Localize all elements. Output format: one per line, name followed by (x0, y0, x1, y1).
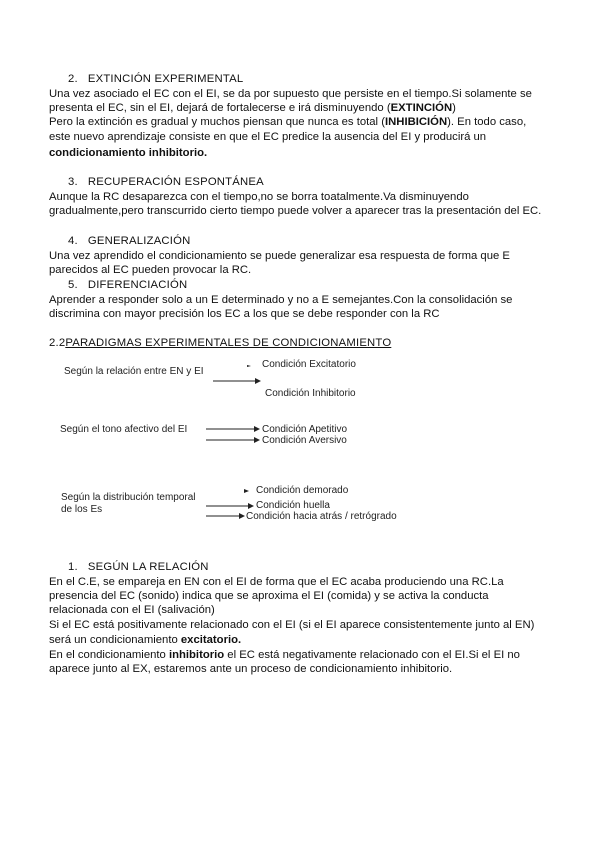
diagram-option-apetitivo: Condición Apetitivo (262, 424, 348, 435)
relacion-line-7: aparece junto al EX, estaremos ante un proceso de condicionamiento inhibitorio. (49, 663, 453, 675)
relacion-line-3: relacionada con el EI (salivación) (49, 604, 215, 616)
extincion-title: EXTINCIÓN EXPERIMENTAL (87, 73, 244, 85)
generalizacion-number: 4. (68, 235, 78, 247)
recuperacion-title: RECUPERACIÓN ESPONTÁNEA (87, 176, 264, 188)
generalizacion-title: GENERALIZACIÓN (87, 235, 191, 247)
extincion-line-4: este nuevo aprendizaje consiste en que el EC predice la ausencia del EI y producirá un (49, 131, 487, 143)
diagram-label-tono: Según el tono afectivo del EI (60, 424, 188, 435)
relacion-line-2: presencia del EC (sonido) indica que se aproxima el EI (comida) y se activa la conducta (49, 590, 489, 602)
diferenciacion-number: 5. (68, 279, 78, 291)
diferenciacion-title: DIFERENCIACIÓN (87, 279, 188, 291)
extincion-term: EXTINCIÓN (390, 102, 453, 114)
relacion-line-1: En el C.E, se empareja en EN con el EI de forma que el EC acaba produciendo una RC.La (49, 576, 504, 588)
paradigmas-number: 2.2 (49, 337, 66, 349)
paradigmas-title: PARADIGMAS EXPERIMENTALES DE CONDICIONAMIENTO (65, 337, 392, 349)
diagram-option-retrogrado: Condición hacia atrás / retrógrado (246, 511, 397, 522)
extincion-line-5: condicionamiento inhibitorio. (49, 147, 208, 159)
recuperacion-number: 3. (68, 176, 78, 188)
extincion-number: 2. (68, 73, 78, 85)
extincion-line-2: presenta el EC, sin el EI, dejará de fortalecerse e irá disminuyendo (EXTINCIÓN) (49, 102, 456, 114)
relacion-title: SEGÚN LA RELACIÓN (87, 561, 209, 573)
relacion-line-4: Si el EC está positivamente relacionado con el EI (si el EI aparece consistentemente junto al EN) (49, 619, 535, 631)
diagram-option-inhibitorio: Condición Inhibitorio (265, 388, 356, 399)
relacion-line-5: será un condicionamiento excitatorio. (49, 634, 242, 646)
diagram-label-temporal-1: Según la distribución temporal (61, 492, 196, 503)
diagram-label-relacion: Según la relación entre EN y EI (64, 366, 204, 377)
generalizacion-line-1: Una vez aprendido el condicionamiento se puede generalizar esa respuesta de forma que E (49, 250, 510, 262)
diferenciacion-line-2: discrimina con mayor precisión los EC a los que se debe responder con la RC (49, 308, 440, 320)
recuperacion-line-2: gradualmente,pero transcurrido cierto tiempo puede volver a aparecer tras la presentación del EC. (49, 205, 542, 217)
relacion-heading (68, 560, 209, 574)
recuperacion-line-1: Aunque la RC desaparezca con el tiempo,no se borra toatalmente.Va disminuyendo (49, 191, 469, 203)
arrow-excitatorio-marker (247, 365, 251, 367)
excitatorio-term: excitatorio. (180, 634, 242, 646)
diagram-option-demorado: Condición demorado (256, 485, 349, 496)
extincion-line-3: Pero la extinción es gradual y muchos piensan que nunca es total (INHIBICIÓN). En todo caso, (49, 116, 527, 128)
extincion-line-1: Una vez asociado el EC con el EI, se da por supuesto que persiste en el tiempo.Si solamente se (49, 88, 532, 100)
diagram-option-aversivo: Condición Aversivo (262, 435, 347, 446)
diagram-label-temporal-2: de los Es (61, 504, 103, 515)
diagram-option-huella: Condición huella (256, 500, 330, 511)
relacion-line-6: En el condicionamiento inhibitorio el EC está negativamente relacionado con el EI.Si el EI no (49, 649, 520, 661)
diferenciacion-line-1: Aprender a responder solo a un E determinado y no a E semejantes.Con la consolidación se (49, 294, 513, 306)
inhibicion-term: INHIBICIÓN (384, 116, 448, 128)
inhibitorio-term: inhibitorio (168, 649, 225, 661)
relacion-number: 1. (68, 561, 78, 573)
arrow-demorado-marker (244, 489, 249, 493)
diagram-option-excitatorio: Condición Excitatorio (262, 359, 356, 370)
generalizacion-line-2: parecidos al EC pueden provocar la RC. (49, 264, 252, 276)
